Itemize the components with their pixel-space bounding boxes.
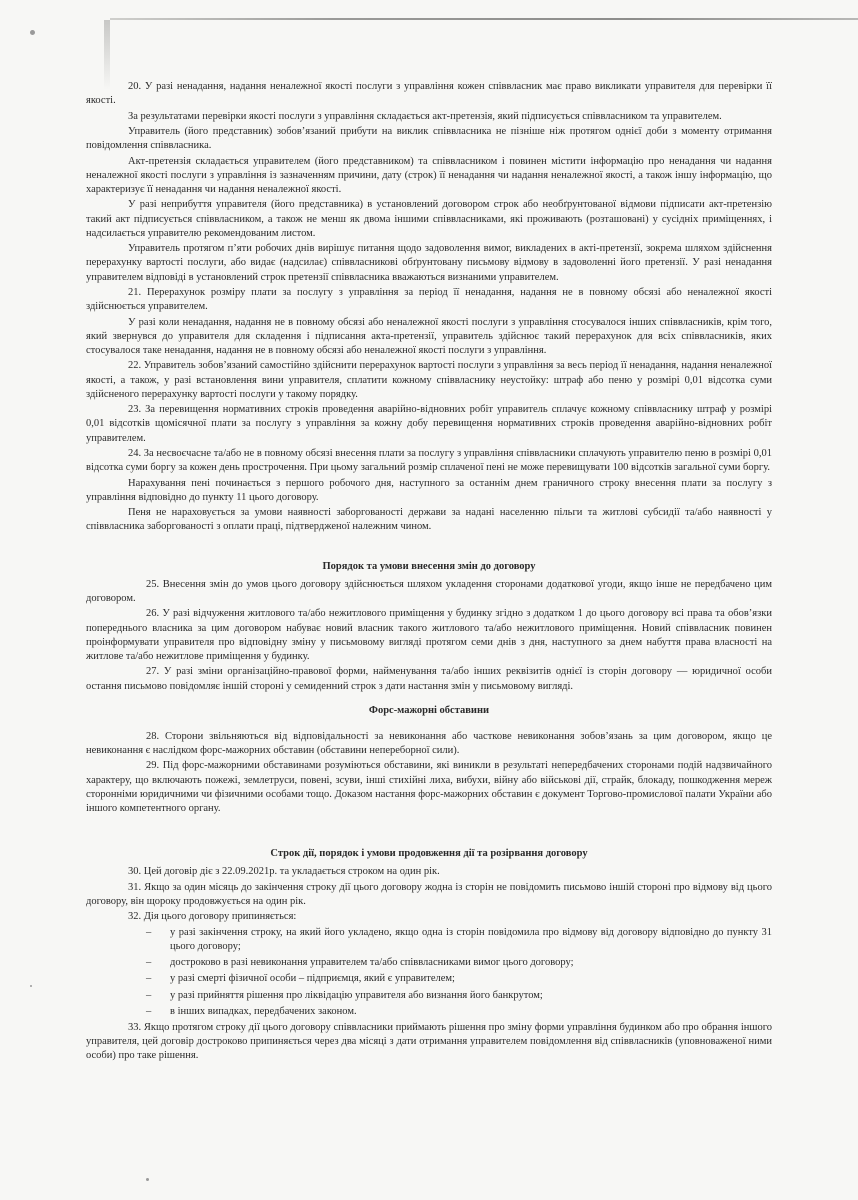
paragraph-recalculation-others: У разі коли ненадання, надання не в повному обсязі або неналежної якості послуги з управління стосувалося інших співвласників, крім того, який звернувся до управителя для складення і підписання акта-претензії, управитель здійснює такий перерахунок для всіх співвласників, яких стосувалося таке ненадання, надання не в повному обсязі або неналежної якості послуги з управління. xyxy=(86,316,772,356)
clause-32: 32. Дія цього договору припиняється: xyxy=(128,911,297,923)
scan-speck-top-left xyxy=(30,30,35,35)
clause-28: 28. Сторони звільняються від відповідальності за невиконання або часткове невиконання зобов’язань за цим договором, якщо це невиконання є наслідком форс-мажорних обставин (обставини непереборної сили). xyxy=(86,730,772,756)
paragraph-act-claim: За результатами перевірки якості послуги з управління складається акт-претензія, який підписується співвласником та управителем. xyxy=(128,110,722,122)
clause-26: 26. У разі відчуження житлового та/або нежитлового приміщення у будинку згідно з додатком 1 до цього договору всі права та обов’язки попереднього власника за цим договором набуває новий власник такого житлового та/або нежитлового приміщення. Новий співвласник повинен проінформувати управителя про відповідну зміну у письмовому вигляді протягом семи днів з дня, наступного за днем набуття права власності на житлове та/або нежитлове приміщення у будинку. xyxy=(86,608,772,662)
termination-list xyxy=(86,926,772,1019)
document-page xyxy=(86,80,772,1065)
clause-25: 25. Внесення змін до умов цього договору здійснюється шляхом укладення сторонами додаткової угоди, якщо інше не передбачено цим договором. xyxy=(86,578,772,604)
paragraph-act-content: Акт-претензія складається управителем (його представником) та співвласником і повинен містити інформацію про ненадання чи надання неналежної якості послуги з управління із зазначенням причини, дату (строк) її ненадання чи надання неналежної якості, а також іншу інформацію, що характеризує її ненадання чи надання неналежної якості. xyxy=(86,155,772,195)
paragraph-penalty-start: Нарахування пені починається з першого робочого дня, наступного за останнім днем граничного строку внесення плати за послугу з управління відповідно до пункту 11 цього договору. xyxy=(86,477,772,503)
clause-27: 27. У разі зміни організаційно-правової форми, найменування та/або інших реквізитів однієї із сторін договору — юридичної особи остання письмово повідомляє іншій стороні у семиденний строк з дати настання змін у письмовому вигляді. xyxy=(86,666,772,692)
clause-23: 23. За перевищення нормативних строків проведення аварійно-відновних робіт управитель сплачує кожному співвласнику штраф у розмірі 0,01 відсотків щомісячної плати за послугу з управління за кожну добу перевищення нормативних строків проведення аварійно-відновних робіт управителем. xyxy=(86,404,772,444)
clause-21: 21. Перерахунок розміру плати за послугу з управління за період її ненадання, надання не в повному обсязі або неналежної якості здійснюється управителем. xyxy=(86,286,772,313)
paragraph-claim-resolution: Управитель протягом п’яти робочих днів вирішує питання щодо задоволення вимог, викладених в акті-претензії, зокрема шляхом здійснення перерахунку вартості послуги, або видає (надсилає) співвласникові обґрунтовану письмову відмову в задоволенні його претензії. У разі ненадання управителем відповіді в установлений строк претензії співвласника вважаються визнаними управителем. xyxy=(86,243,772,283)
list-item: – у разі прийняття рішення про ліквідацію управителя або визнання його банкрутом; xyxy=(146,989,772,1003)
section-heading-amendments: Порядок та умови внесення змін до договору xyxy=(322,560,536,572)
section-heading-force-majeure: Форс-мажорні обставини xyxy=(368,704,490,716)
section-amendments xyxy=(86,560,772,694)
clause-24: 24. За несвоєчасне та/або не в повному обсязі внесення плати за послугу з управління співвласники сплачують управителю пеню в розмірі 0,01 відсотка суми боргу за кожен день прострочення. При цьому загальний розмір сплаченої пені не може перевищувати 100 відсотків загальної суми боргу. xyxy=(86,447,772,474)
list-item: – в інших випадках, передбачених законом. xyxy=(146,1005,772,1019)
clause-29: 29. Під форс-мажорними обставинами розуміються обставини, які виникли в результаті непередбачених сторонами подій надзвичайного характеру, що включають пожежі, землетруси, повені, зсуви, інші стихійні лиха, вибухи, війну або військові дії, страйк, блокаду, пошкодження мереж сторонніми юридичними чи фізичними особами тощо. Доказом настання форс-мажорних обставин є документ Торгово-промислової палати України або іншого компетентного органу. xyxy=(86,760,772,814)
list-item: – у разі смерті фізичної особи – підприємця, який є управителем; xyxy=(146,972,772,986)
clause-22: 22. Управитель зобов’язаний самостійно здійснити перерахунок вартості послуги з управління за весь період її ненадання, надання неналежної якості, а також, у разі встановлення вини управителя, сплатити кожному співвласнику неустойку: штраф або пеню у розмірі 0,01 відсотка суми здійсненого перерахунку вартості послуги у такому порядку. xyxy=(86,360,772,400)
clause-20: 20. У разі ненадання, надання неналежної якості послуги з управління кожен співвласник має право викликати управителя для перевірки її якості. xyxy=(86,81,772,107)
scan-speck-bottom xyxy=(146,1178,149,1181)
section-term-termination xyxy=(86,847,772,1063)
scan-speck-left xyxy=(30,985,32,987)
section-service-quality xyxy=(86,80,772,535)
paragraph-manager-absence: У разі неприбуття управителя (його представника) в установлений договором строк або необґрунтованої відмови підписати акт-претензію такий акт підписується співвласником, а також не менш як двома іншими співвласниками, які проживають (розташовані) у сусідніх приміщеннях, і надсилається управителю рекомендованим листом. xyxy=(86,199,772,239)
section-heading-term-termination: Строк дії, порядок і умови продовження дії та розірвання договору xyxy=(270,848,588,860)
clause-33: 33. Якщо протягом строку дії цього договору співвласники приймають рішення про зміну форми управління будинком або про обрання іншого управителя, цей договір достроково припиняється через два місяці з дати отримання управителем повідомлення від співвласників (уповноваженої ними особи) про таке рішення. xyxy=(86,1021,772,1062)
scan-edge-top xyxy=(110,18,858,20)
clause-31: 31. Якщо за один місяць до закінчення строку дії цього договору жодна із сторін не повідомить письмово іншій стороні про відмову від цього договору, він щороку продовжується на один рік. xyxy=(86,881,772,907)
paragraph-penalty-exemption: Пеня не нараховується за умови наявності заборгованості держави за надані населенню пільги та житлові субсидії та/або наявності у співвласника заборгованості з оплати праці, підтвердженої належним чином. xyxy=(86,507,772,533)
paragraph-manager-arrival: Управитель (його представник) зобов’язаний прибути на виклик співвласника не пізніше ніж протягом однієї доби з моменту отримання повідомлення співвласника. xyxy=(86,125,772,152)
section-force-majeure xyxy=(86,704,772,816)
list-item: – достроково в разі невиконання управителем та/або співвласниками вимог цього договору; xyxy=(146,956,772,970)
clause-30: 30. Цей договір діє з 22.09.2021р. та укладається строком на один рік. xyxy=(128,866,440,878)
list-item: – у разі закінчення строку, на який його укладено, якщо одна із сторін повідомила про відмову від договору відповідно до пункту 31 цього договору; xyxy=(146,926,772,954)
